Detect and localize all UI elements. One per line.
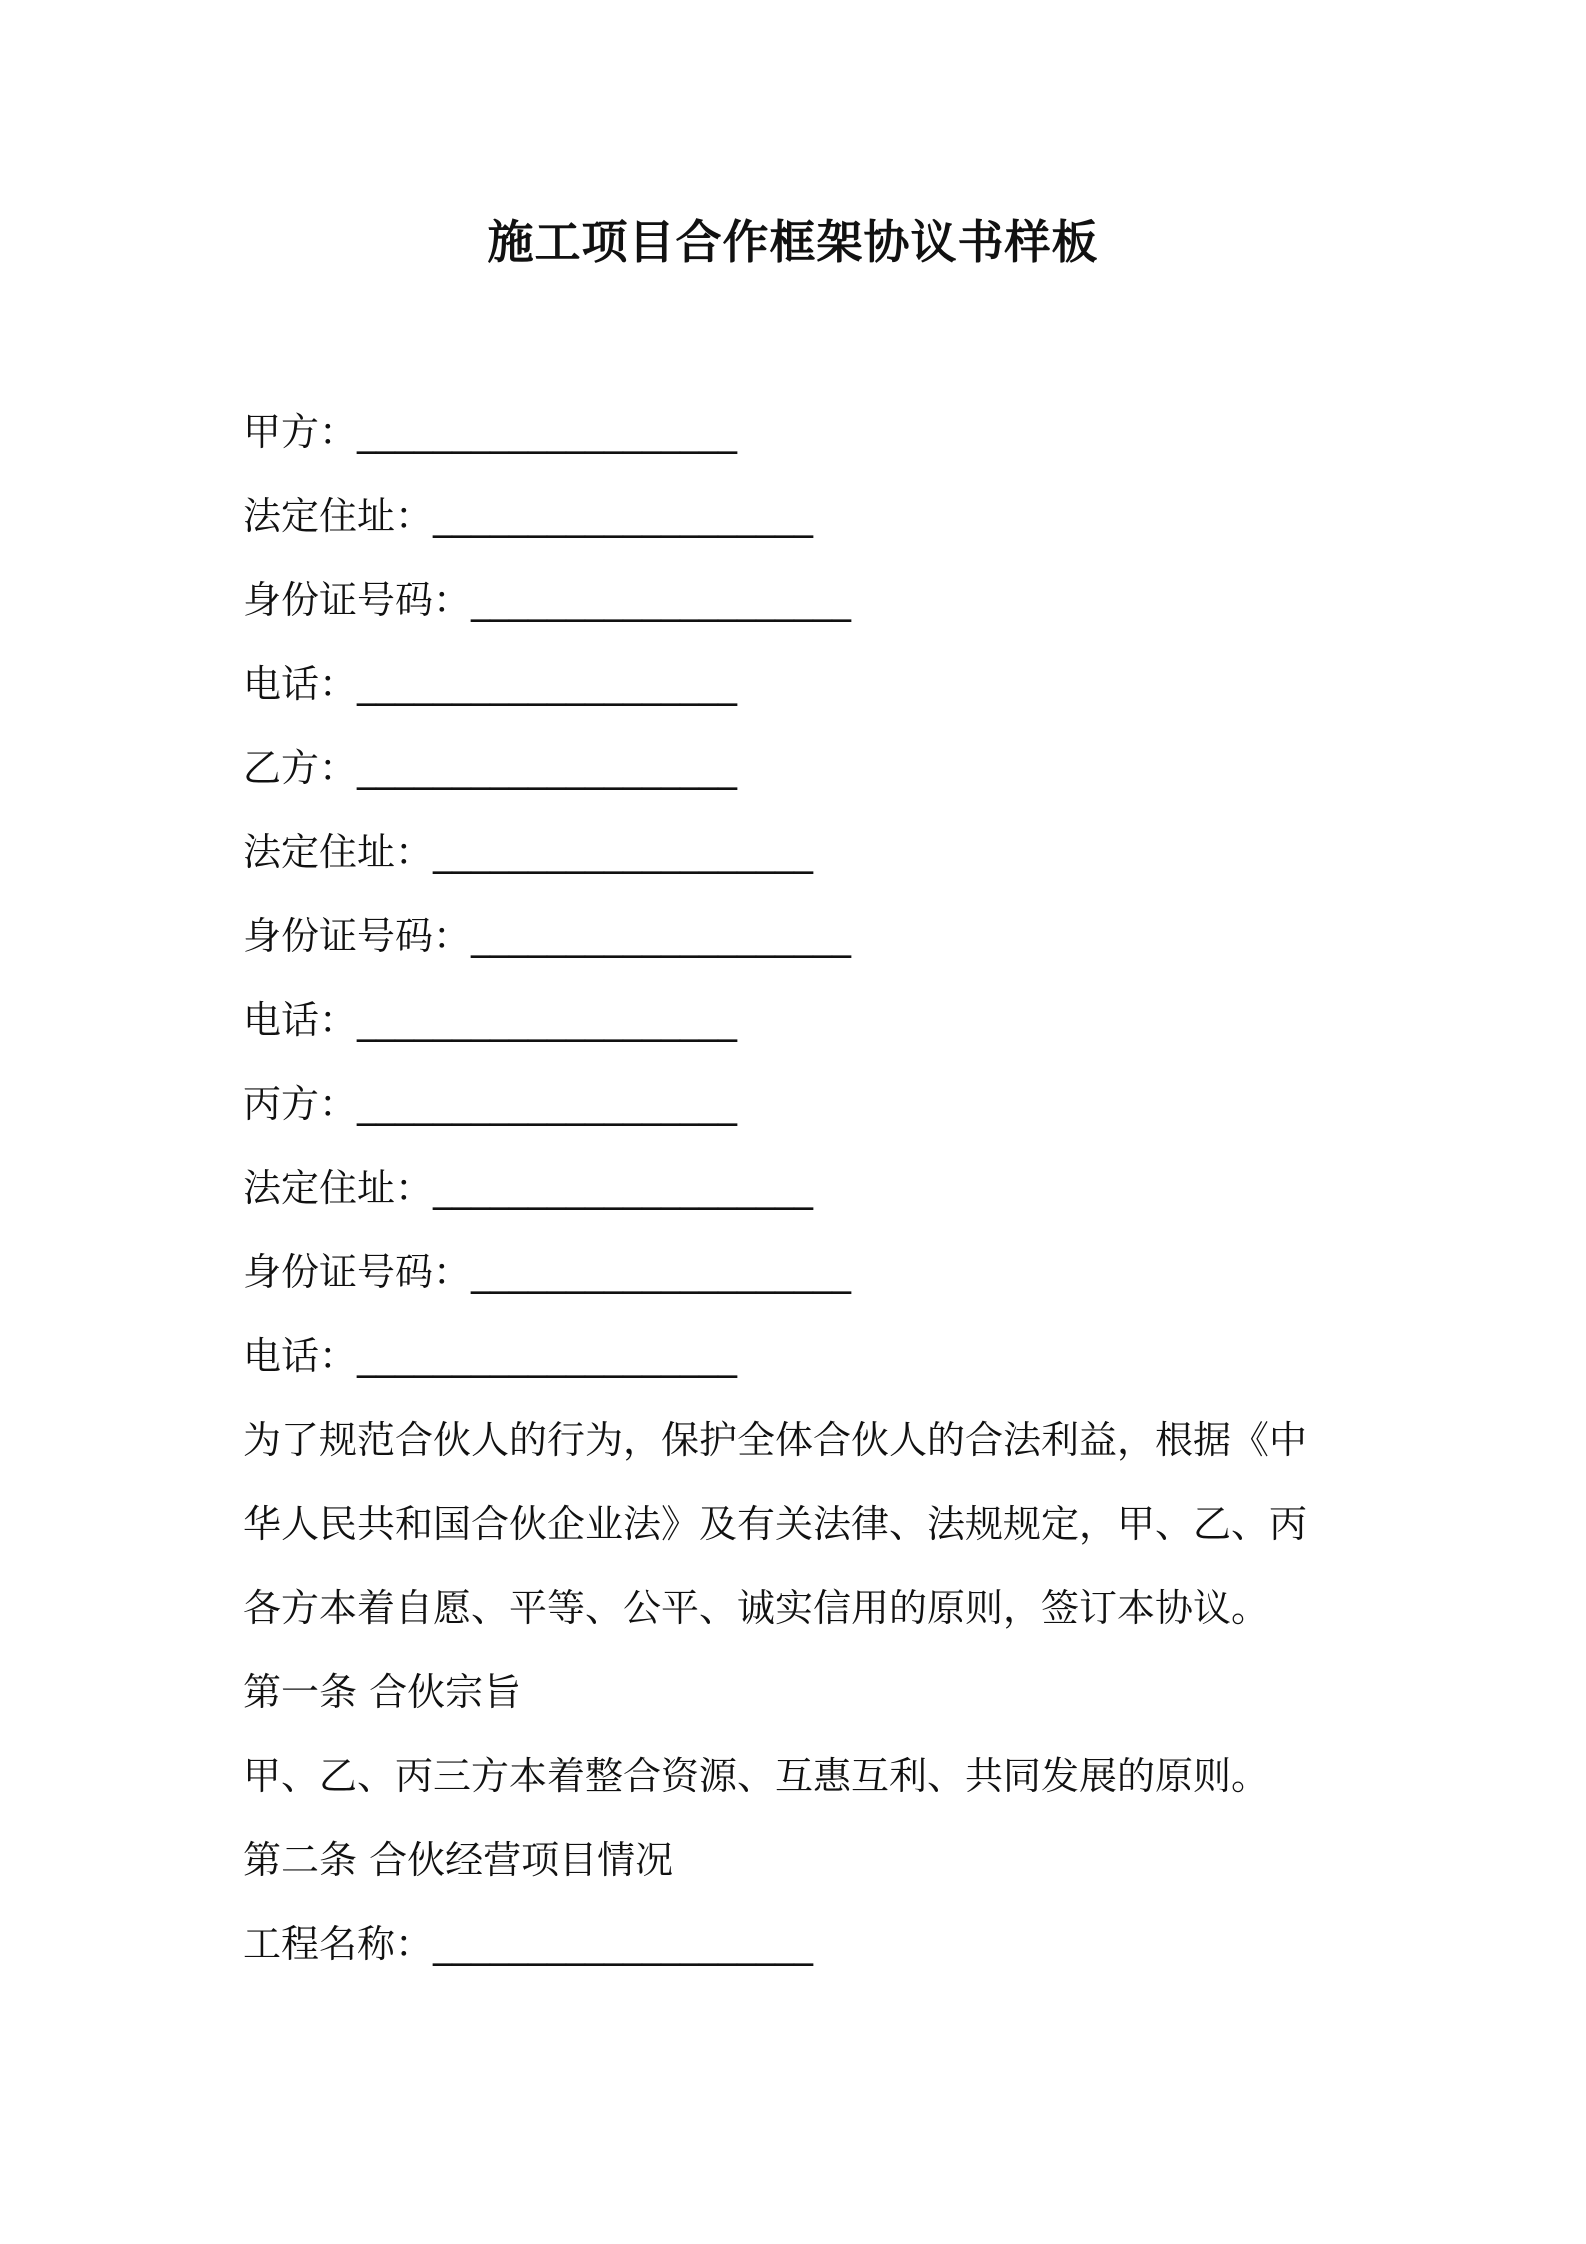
field-label: 电话：: [243, 1334, 358, 1378]
fill-blank: ____________________: [357, 662, 738, 706]
article-1-heading: 第一条 合伙宗旨: [243, 1670, 522, 1714]
field-label: 工程名称：: [243, 1922, 434, 1966]
field-label: 法定住址：: [243, 1166, 434, 1210]
fill-blank: ____________________: [433, 830, 814, 874]
fill-blank: ____________________: [357, 410, 738, 454]
party-b-address-line: [243, 824, 813, 880]
party-c-id-line: [243, 1244, 851, 1300]
party-b-name-line: [243, 740, 737, 796]
party-a-id-line: [243, 572, 851, 628]
preamble-paragraph: [243, 1412, 1363, 1664]
party-b-phone-line: [243, 992, 737, 1048]
fill-blank: ____________________: [471, 578, 852, 622]
fill-blank: ____________________: [433, 1166, 814, 1210]
preamble-line: 各方本着自愿、平等、公平、诚实信用的原则，签订本协议。: [243, 1586, 1270, 1630]
preamble-line: 华人民共和国合伙企业法》及有关法律、法规规定，甲、乙、丙: [243, 1502, 1308, 1546]
fill-blank: ____________________: [471, 1250, 852, 1294]
fill-blank: ____________________: [357, 746, 738, 790]
party-c-phone-line: [243, 1328, 737, 1384]
field-label: 身份证号码：: [243, 1250, 472, 1294]
project-name-line: [243, 1916, 813, 1972]
field-label: 法定住址：: [243, 494, 434, 538]
party-c-name-line: [243, 1076, 737, 1132]
field-label: 丙方：: [243, 1082, 358, 1126]
field-label: 身份证号码：: [243, 914, 472, 958]
article-1-text: 甲、乙、丙三方本着整合资源、互惠互利、共同发展的原则。: [243, 1754, 1270, 1798]
fill-blank: ____________________: [357, 1082, 738, 1126]
fill-blank: ____________________: [471, 914, 852, 958]
field-label: 乙方：: [243, 746, 358, 790]
fill-blank: ____________________: [357, 1334, 738, 1378]
field-label: 法定住址：: [243, 830, 434, 874]
party-a-address-line: [243, 488, 813, 544]
party-a-name-line: [243, 404, 737, 460]
fill-blank: ____________________: [357, 998, 738, 1042]
party-b-id-line: [243, 908, 851, 964]
field-label: 电话：: [243, 662, 358, 706]
field-label: 甲方：: [243, 410, 358, 454]
fill-blank: ____________________: [433, 494, 814, 538]
party-c-address-line: [243, 1160, 813, 1216]
article-2-heading: 第二条 合伙经营项目情况: [243, 1838, 674, 1882]
document-title: 施工项目合作框架协议书样板: [487, 215, 1099, 269]
preamble-line: 为了规范合伙人的行为，保护全体合伙人的合法利益，根据《中: [243, 1418, 1308, 1462]
field-label: 身份证号码：: [243, 578, 472, 622]
fill-blank: ____________________: [433, 1922, 814, 1966]
field-label: 电话：: [243, 998, 358, 1042]
party-a-phone-line: [243, 656, 737, 712]
